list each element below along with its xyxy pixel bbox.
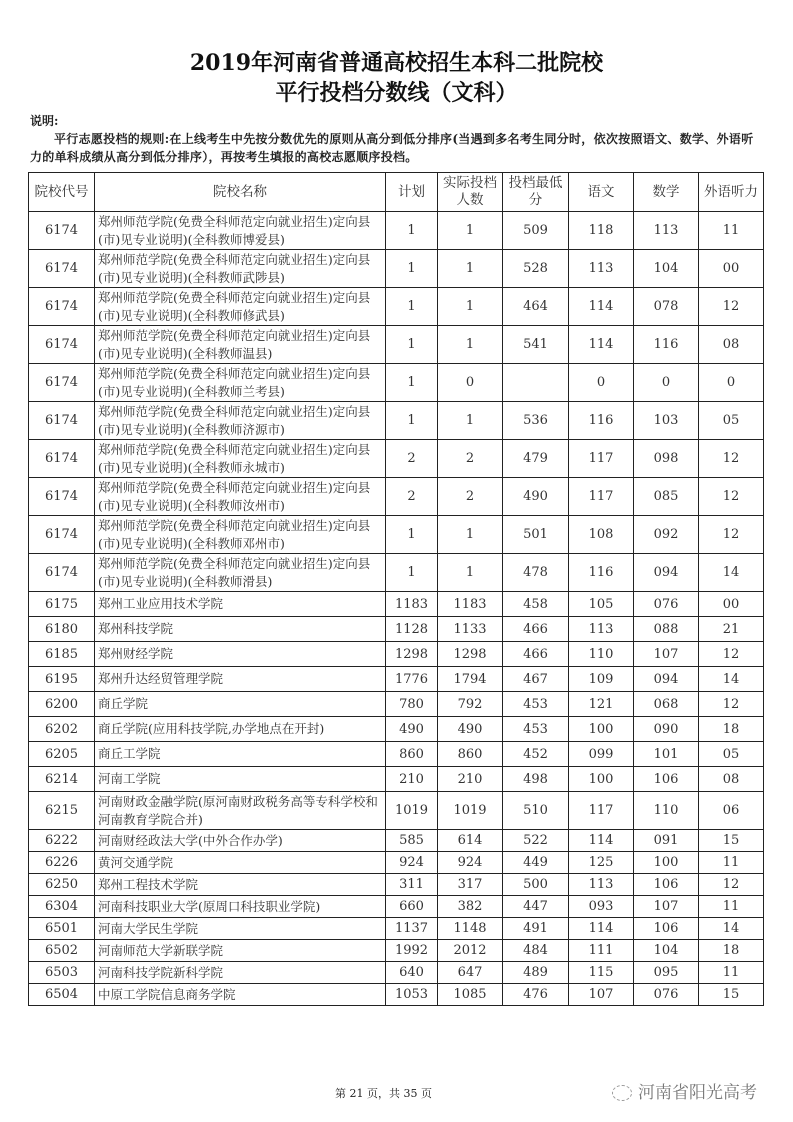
cell-min-score: 464 xyxy=(503,288,569,326)
cell-admitted: 1183 xyxy=(438,592,503,617)
cell-min-score: 453 xyxy=(503,717,569,742)
cell-code: 6226 xyxy=(29,852,95,874)
cell-admitted: 2 xyxy=(438,440,503,478)
cell-code: 6174 xyxy=(29,440,95,478)
cell-code: 6503 xyxy=(29,962,95,984)
cell-name: 郑州师范学院(免费全科师范定向就业招生)定向县(市)见专业说明)(全科教师博爱县) xyxy=(95,212,386,250)
table-row xyxy=(29,940,764,962)
cell-admitted: 2 xyxy=(438,478,503,516)
cell-chinese: 109 xyxy=(569,667,634,692)
cell-chinese: 114 xyxy=(569,326,634,364)
cell-admitted: 1 xyxy=(438,402,503,440)
cell-english-listening: 15 xyxy=(699,984,764,1006)
cell-admitted: 382 xyxy=(438,896,503,918)
table-header xyxy=(29,173,764,212)
document-subtitle: 平行投档分数线（文科） xyxy=(275,80,518,106)
cell-min-score xyxy=(503,364,569,402)
cell-math: 088 xyxy=(634,617,699,642)
cell-admitted: 1133 xyxy=(438,617,503,642)
cell-english-listening: 12 xyxy=(699,692,764,717)
cell-min-score: 541 xyxy=(503,326,569,364)
cell-math: 098 xyxy=(634,440,699,478)
cell-english-listening: 12 xyxy=(699,478,764,516)
cell-plan: 1137 xyxy=(386,918,438,940)
table-row xyxy=(29,874,764,896)
header-code: 院校代号 xyxy=(29,173,95,212)
cell-math: 076 xyxy=(634,984,699,1006)
cell-name: 中原工学院信息商务学院 xyxy=(95,984,386,1006)
cell-name: 黄河交通学院 xyxy=(95,852,386,874)
cell-code: 6222 xyxy=(29,830,95,852)
table-row xyxy=(29,288,764,326)
cell-code: 6174 xyxy=(29,554,95,592)
header-math: 数学 xyxy=(634,173,699,212)
header-admitted: 实际投档人数 xyxy=(438,173,503,212)
header-name: 院校名称 xyxy=(95,173,386,212)
cell-name: 河南财政金融学院(原河南财政税务高等专科学校和河南教育学院合并) xyxy=(95,792,386,830)
cell-plan: 860 xyxy=(386,742,438,767)
cell-min-score: 536 xyxy=(503,402,569,440)
cell-plan: 1128 xyxy=(386,617,438,642)
cell-name: 郑州工业应用技术学院 xyxy=(95,592,386,617)
cell-name: 郑州师范学院(免费全科师范定向就业招生)定向县(市)见专业说明)(全科教师滑县) xyxy=(95,554,386,592)
cell-code: 6250 xyxy=(29,874,95,896)
cell-min-score: 491 xyxy=(503,918,569,940)
cell-code: 6304 xyxy=(29,896,95,918)
cell-plan: 1 xyxy=(386,326,438,364)
cell-math: 104 xyxy=(634,940,699,962)
table-row xyxy=(29,830,764,852)
cell-code: 6180 xyxy=(29,617,95,642)
cell-name: 郑州师范学院(免费全科师范定向就业招生)定向县(市)见专业说明)(全科教师武陟县) xyxy=(95,250,386,288)
cell-chinese: 113 xyxy=(569,874,634,896)
cell-chinese: 116 xyxy=(569,402,634,440)
cell-chinese: 113 xyxy=(569,617,634,642)
cell-english-listening: 0 xyxy=(699,364,764,402)
cell-min-score: 501 xyxy=(503,516,569,554)
cell-math: 094 xyxy=(634,667,699,692)
cell-min-score: 466 xyxy=(503,642,569,667)
cell-plan: 490 xyxy=(386,717,438,742)
cell-math: 107 xyxy=(634,896,699,918)
cell-code: 6175 xyxy=(29,592,95,617)
table-row xyxy=(29,250,764,288)
cell-code: 6504 xyxy=(29,984,95,1006)
cell-admitted: 614 xyxy=(438,830,503,852)
cell-plan: 1298 xyxy=(386,642,438,667)
cell-name: 郑州师范学院(免费全科师范定向就业招生)定向县(市)见专业说明)(全科教师温县) xyxy=(95,326,386,364)
table-row xyxy=(29,364,764,402)
cell-code: 6214 xyxy=(29,767,95,792)
cell-english-listening: 14 xyxy=(699,667,764,692)
cell-chinese: 110 xyxy=(569,642,634,667)
cell-chinese: 116 xyxy=(569,554,634,592)
cell-plan: 924 xyxy=(386,852,438,874)
table-row xyxy=(29,667,764,692)
cell-math: 106 xyxy=(634,918,699,940)
cell-math: 0 xyxy=(634,364,699,402)
cell-min-score: 478 xyxy=(503,554,569,592)
cell-chinese: 117 xyxy=(569,478,634,516)
cell-admitted: 317 xyxy=(438,874,503,896)
cell-min-score: 476 xyxy=(503,984,569,1006)
cell-code: 6202 xyxy=(29,717,95,742)
cell-math: 078 xyxy=(634,288,699,326)
cell-plan: 2 xyxy=(386,478,438,516)
cell-math: 113 xyxy=(634,212,699,250)
cell-admitted: 0 xyxy=(438,364,503,402)
table-row xyxy=(29,792,764,830)
cell-math: 094 xyxy=(634,554,699,592)
table-row xyxy=(29,896,764,918)
cell-chinese: 111 xyxy=(569,940,634,962)
header-english-listening: 外语听力 xyxy=(699,173,764,212)
cell-code: 6174 xyxy=(29,364,95,402)
cell-english-listening: 11 xyxy=(699,212,764,250)
cell-chinese: 118 xyxy=(569,212,634,250)
cell-math: 104 xyxy=(634,250,699,288)
table-row xyxy=(29,962,764,984)
cell-plan: 1 xyxy=(386,402,438,440)
cell-english-listening: 18 xyxy=(699,717,764,742)
cell-code: 6174 xyxy=(29,288,95,326)
cell-english-listening: 08 xyxy=(699,767,764,792)
cell-code: 6501 xyxy=(29,918,95,940)
cell-admitted: 1 xyxy=(438,212,503,250)
cell-name: 郑州师范学院(免费全科师范定向就业招生)定向县(市)见专业说明)(全科教师兰考县) xyxy=(95,364,386,402)
cell-admitted: 1 xyxy=(438,250,503,288)
cell-code: 6185 xyxy=(29,642,95,667)
cell-plan: 780 xyxy=(386,692,438,717)
cell-name: 河南大学民生学院 xyxy=(95,918,386,940)
cell-min-score: 467 xyxy=(503,667,569,692)
cell-english-listening: 06 xyxy=(699,792,764,830)
cell-english-listening: 12 xyxy=(699,642,764,667)
cell-plan: 1183 xyxy=(386,592,438,617)
table-row xyxy=(29,592,764,617)
header-chinese: 语文 xyxy=(569,173,634,212)
wechat-icon xyxy=(612,1085,632,1101)
cell-chinese: 121 xyxy=(569,692,634,717)
cell-english-listening: 12 xyxy=(699,516,764,554)
cell-name: 郑州师范学院(免费全科师范定向就业招生)定向县(市)见专业说明)(全科教师邓州市) xyxy=(95,516,386,554)
note-label: 说明: xyxy=(30,114,59,128)
cell-english-listening: 11 xyxy=(699,962,764,984)
cell-name: 商丘学院(应用科技学院,办学地点在开封) xyxy=(95,717,386,742)
cell-admitted: 1148 xyxy=(438,918,503,940)
cell-english-listening: 00 xyxy=(699,250,764,288)
cell-plan: 210 xyxy=(386,767,438,792)
cell-admitted: 792 xyxy=(438,692,503,717)
cell-plan: 660 xyxy=(386,896,438,918)
table-row xyxy=(29,516,764,554)
cell-chinese: 100 xyxy=(569,767,634,792)
cell-plan: 1 xyxy=(386,516,438,554)
header-plan: 计划 xyxy=(386,173,438,212)
cell-chinese: 099 xyxy=(569,742,634,767)
cell-chinese: 117 xyxy=(569,440,634,478)
header-min-score: 投档最低分 xyxy=(503,173,569,212)
cell-name: 河南科技学院新科学院 xyxy=(95,962,386,984)
cell-english-listening: 21 xyxy=(699,617,764,642)
cell-admitted: 210 xyxy=(438,767,503,792)
cell-code: 6200 xyxy=(29,692,95,717)
cell-chinese: 0 xyxy=(569,364,634,402)
cell-name: 河南财经政法大学(中外合作办学) xyxy=(95,830,386,852)
table-row xyxy=(29,742,764,767)
cell-english-listening: 15 xyxy=(699,830,764,852)
cell-code: 6174 xyxy=(29,402,95,440)
cell-name: 郑州师范学院(免费全科师范定向就业招生)定向县(市)见专业说明)(全科教师修武县) xyxy=(95,288,386,326)
cell-name: 郑州财经学院 xyxy=(95,642,386,667)
cell-min-score: 500 xyxy=(503,874,569,896)
cell-math: 091 xyxy=(634,830,699,852)
table-row xyxy=(29,692,764,717)
cell-english-listening: 05 xyxy=(699,402,764,440)
cell-chinese: 115 xyxy=(569,962,634,984)
table-row xyxy=(29,440,764,478)
cell-admitted: 1 xyxy=(438,326,503,364)
cell-code: 6502 xyxy=(29,940,95,962)
table-row xyxy=(29,617,764,642)
table-row xyxy=(29,984,764,1006)
cell-min-score: 447 xyxy=(503,896,569,918)
table-row xyxy=(29,212,764,250)
cell-math: 076 xyxy=(634,592,699,617)
cell-admitted: 1 xyxy=(438,554,503,592)
cell-admitted: 647 xyxy=(438,962,503,984)
cell-plan: 2 xyxy=(386,440,438,478)
cell-name: 郑州师范学院(免费全科师范定向就业招生)定向县(市)见专业说明)(全科教师永城市) xyxy=(95,440,386,478)
cell-min-score: 490 xyxy=(503,478,569,516)
cell-math: 100 xyxy=(634,852,699,874)
cell-english-listening: 11 xyxy=(699,852,764,874)
table-row xyxy=(29,642,764,667)
cell-name: 河南科技职业大学(原周口科技职业学院) xyxy=(95,896,386,918)
score-table xyxy=(28,172,764,1006)
cell-chinese: 105 xyxy=(569,592,634,617)
cell-chinese: 107 xyxy=(569,984,634,1006)
cell-math: 106 xyxy=(634,874,699,896)
cell-min-score: 498 xyxy=(503,767,569,792)
cell-min-score: 509 xyxy=(503,212,569,250)
cell-math: 116 xyxy=(634,326,699,364)
cell-name: 郑州科技学院 xyxy=(95,617,386,642)
cell-name: 郑州工程技术学院 xyxy=(95,874,386,896)
cell-admitted: 1298 xyxy=(438,642,503,667)
cell-min-score: 449 xyxy=(503,852,569,874)
cell-code: 6205 xyxy=(29,742,95,767)
cell-min-score: 489 xyxy=(503,962,569,984)
cell-min-score: 458 xyxy=(503,592,569,617)
cell-plan: 1 xyxy=(386,554,438,592)
cell-math: 103 xyxy=(634,402,699,440)
cell-plan: 1776 xyxy=(386,667,438,692)
cell-chinese: 125 xyxy=(569,852,634,874)
cell-chinese: 100 xyxy=(569,717,634,742)
cell-plan: 1 xyxy=(386,364,438,402)
watermark xyxy=(612,1078,757,1103)
cell-name: 河南师范大学新联学院 xyxy=(95,940,386,962)
cell-code: 6174 xyxy=(29,326,95,364)
cell-english-listening: 12 xyxy=(699,288,764,326)
cell-min-score: 453 xyxy=(503,692,569,717)
cell-plan: 585 xyxy=(386,830,438,852)
table-row xyxy=(29,554,764,592)
cell-min-score: 510 xyxy=(503,792,569,830)
cell-chinese: 108 xyxy=(569,516,634,554)
page-number: 第 21 页，共 35 页 xyxy=(335,1087,432,1100)
cell-name: 郑州师范学院(免费全科师范定向就业招生)定向县(市)见专业说明)(全科教师汝州市) xyxy=(95,478,386,516)
cell-math: 068 xyxy=(634,692,699,717)
cell-english-listening: 14 xyxy=(699,554,764,592)
cell-name: 河南工学院 xyxy=(95,767,386,792)
cell-math: 095 xyxy=(634,962,699,984)
cell-english-listening: 00 xyxy=(699,592,764,617)
cell-english-listening: 14 xyxy=(699,918,764,940)
note-text: 平行志愿投档的规则:在上线考生中先按分数优先的原则从高分到低分排序(当遇到多名考生同分时，依次按照语文、数学、外语听力的单科成绩从高分到低分排序），再按考生填报的高校志愿顺序投档。 xyxy=(30,132,754,164)
cell-admitted: 924 xyxy=(438,852,503,874)
cell-admitted: 490 xyxy=(438,717,503,742)
cell-admitted: 2012 xyxy=(438,940,503,962)
cell-admitted: 1 xyxy=(438,288,503,326)
cell-name: 郑州升达经贸管理学院 xyxy=(95,667,386,692)
cell-math: 110 xyxy=(634,792,699,830)
cell-admitted: 860 xyxy=(438,742,503,767)
cell-min-score: 452 xyxy=(503,742,569,767)
cell-math: 090 xyxy=(634,717,699,742)
document-title: 2019年河南省普通高校招生本科二批院校 xyxy=(189,50,604,76)
cell-chinese: 093 xyxy=(569,896,634,918)
cell-plan: 1 xyxy=(386,288,438,326)
cell-math: 085 xyxy=(634,478,699,516)
cell-english-listening: 18 xyxy=(699,940,764,962)
table-row xyxy=(29,326,764,364)
cell-code: 6195 xyxy=(29,667,95,692)
table-row xyxy=(29,918,764,940)
cell-english-listening: 12 xyxy=(699,874,764,896)
cell-plan: 1 xyxy=(386,250,438,288)
table-row xyxy=(29,717,764,742)
cell-plan: 1992 xyxy=(386,940,438,962)
watermark-text: 河南省阳光高考 xyxy=(638,1083,757,1103)
cell-english-listening: 08 xyxy=(699,326,764,364)
cell-min-score: 484 xyxy=(503,940,569,962)
cell-chinese: 114 xyxy=(569,830,634,852)
cell-admitted: 1019 xyxy=(438,792,503,830)
cell-math: 092 xyxy=(634,516,699,554)
cell-english-listening: 05 xyxy=(699,742,764,767)
cell-chinese: 114 xyxy=(569,288,634,326)
cell-min-score: 466 xyxy=(503,617,569,642)
table-row xyxy=(29,478,764,516)
cell-english-listening: 12 xyxy=(699,440,764,478)
cell-admitted: 1085 xyxy=(438,984,503,1006)
table-row xyxy=(29,852,764,874)
cell-code: 6215 xyxy=(29,792,95,830)
cell-code: 6174 xyxy=(29,250,95,288)
cell-name: 商丘学院 xyxy=(95,692,386,717)
cell-chinese: 114 xyxy=(569,918,634,940)
cell-admitted: 1 xyxy=(438,516,503,554)
cell-plan: 1 xyxy=(386,212,438,250)
cell-plan: 1053 xyxy=(386,984,438,1006)
cell-math: 106 xyxy=(634,767,699,792)
cell-math: 101 xyxy=(634,742,699,767)
cell-name: 郑州师范学院(免费全科师范定向就业招生)定向县(市)见专业说明)(全科教师济源市) xyxy=(95,402,386,440)
cell-plan: 1019 xyxy=(386,792,438,830)
cell-code: 6174 xyxy=(29,212,95,250)
table-row xyxy=(29,402,764,440)
cell-chinese: 113 xyxy=(569,250,634,288)
cell-min-score: 522 xyxy=(503,830,569,852)
cell-math: 107 xyxy=(634,642,699,667)
cell-min-score: 528 xyxy=(503,250,569,288)
cell-code: 6174 xyxy=(29,516,95,554)
cell-plan: 640 xyxy=(386,962,438,984)
cell-english-listening: 11 xyxy=(699,896,764,918)
cell-min-score: 479 xyxy=(503,440,569,478)
cell-name: 商丘工学院 xyxy=(95,742,386,767)
cell-plan: 311 xyxy=(386,874,438,896)
cell-chinese: 117 xyxy=(569,792,634,830)
table-row xyxy=(29,767,764,792)
cell-admitted: 1794 xyxy=(438,667,503,692)
cell-code: 6174 xyxy=(29,478,95,516)
